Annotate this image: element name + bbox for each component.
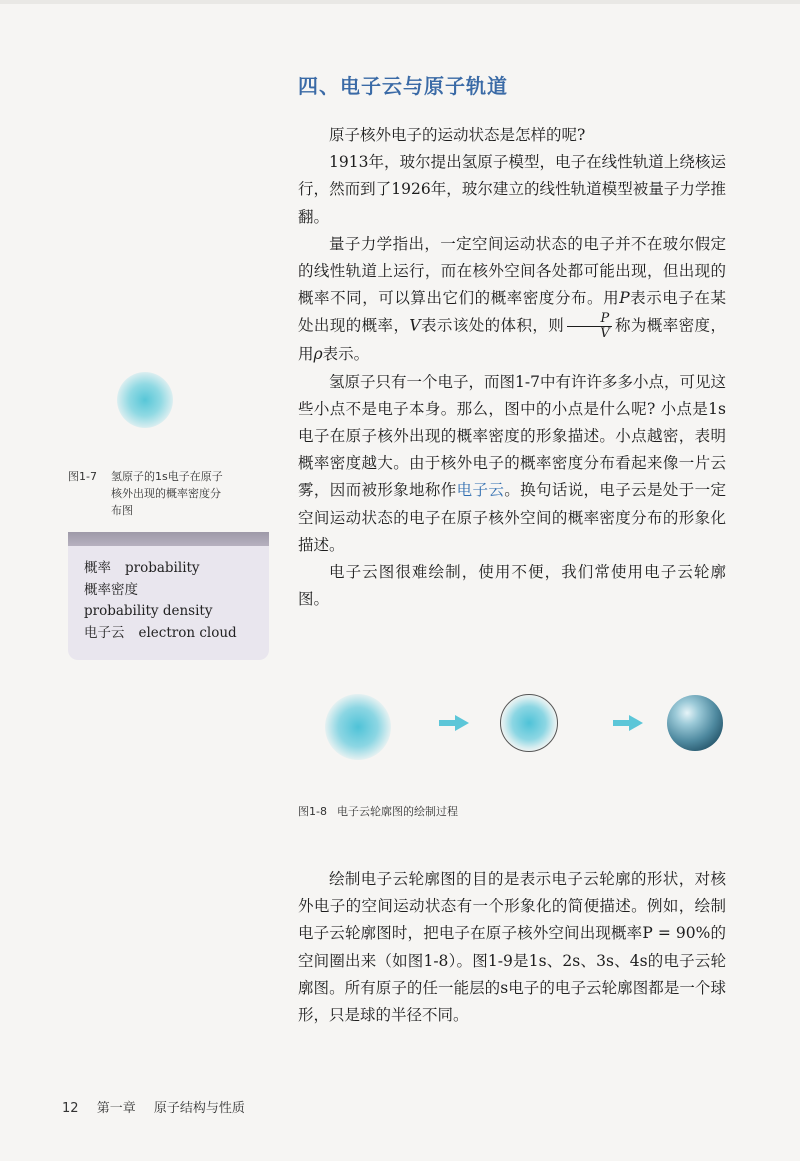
arrow-right-icon [629,715,643,731]
paragraph-6: 绘制电子云轮廓图的目的是表示电子云轮廓的形状，对核外电子的空间运动状态有一个形象化的简便描述。例如，绘制电子云轮廓图时，把电子在原子核外空间出现概率P = 90%的空间圈出来（如图1-8）。图1-9是1s、2s、3s、4s的电子云轮廓图。所有原子的任一能层的s电子的电子云轮廓图都是一个球形，只是球的半径不同。 [298,870,726,1025]
vocabulary-header-bar [68,532,269,546]
fraction-denominator: V [600,326,610,342]
chapter-title: 原子结构与性质 [153,1101,245,1116]
fig18-outlined-cloud-image [500,694,558,752]
vocab-line-4 [84,623,269,645]
vocab-line-2 [84,580,269,602]
fig17-electron-cloud-image [117,372,173,428]
paragraph-4 [298,369,726,559]
fig18-electron-cloud-image [325,694,391,760]
section-title: 四、电子云与原子轨道 [298,74,508,98]
paragraph-2: 1913年，玻尔提出氢原子模型，电子在线性轨道上绕核运行，然而到了1926年，玻尔建立的线性轨道模型被量子力学推翻。 [298,153,726,226]
page-footer [62,1097,245,1116]
chapter-label: 第一章 [96,1101,136,1116]
fraction-p-over-v [567,312,611,341]
symbol-v: V [409,316,421,335]
fraction-numerator: P [567,312,611,327]
para3-text-c: 表示该处的体积，则 [420,316,565,335]
vocab-probability-en: probability [125,560,200,576]
paragraph-5: 电子云图很难绘制，使用不便，我们常使用电子云轮廓图。 [298,563,726,609]
para3-text-e: 表示。 [322,345,370,364]
vocab-line-3 [84,601,269,623]
page-number: 12 [62,1101,79,1116]
arrow-right-icon [455,715,469,731]
vocab-density-cn: 概率密度 [84,581,138,598]
vocab-density-en: probability density [84,603,213,619]
para3-text-b: 表示电子在某处出现的概率， [298,289,726,335]
para3-text-d: 称为概率密度，用 [298,316,726,364]
paragraph-1: 原子核外电子的运动状态是怎样的呢? [329,126,586,144]
fig18-sphere-image [667,695,723,751]
vocabulary-box [68,532,269,660]
fig17-number: 图1-7 [68,470,97,483]
term-electron-cloud: 电子云 [456,481,505,500]
paragraph-3 [298,231,726,369]
para3-text-a: 量子力学指出，一定空间运动状态的电子并不在玻尔假定的线性轨道上运行，而在核外空间各处都可能出现，但出现的概率不同，可以算出它们的概率密度分布。用 [298,234,726,308]
fig17-caption: 氢原子的1s电子在原子核外出现的概率密度分布图 [111,470,223,517]
symbol-p: P [619,289,630,308]
body-text-2 [298,866,726,1029]
vocabulary-list [68,546,269,644]
page-edge [0,0,800,4]
para4-text-a: 氢原子只有一个电子，而图1-7中有许许多多小点，可见这些小点不是电子本身。那么，图中的小点是什么呢? 小点是1s电子在原子核外出现的概率密度的形象描述。小点越密，表明概率密度越大。由于核外电子的概率密度分布看起来像一片云雾，因而被形象地称作 [298,372,726,500]
para4-text-b: 。换句话说，电子云是处于一定空间运动状态的电子在原子核外空间的概率密度分布的形象化描述。 [298,481,726,554]
fig18-caption: 电子云轮廓图的绘制过程 [337,805,458,818]
body-text [298,122,726,613]
vocab-probability-cn: 概率 [84,560,111,576]
fig18-number: 图1-8 [298,805,327,818]
vocab-cloud-en: electron cloud [138,624,237,641]
symbol-rho: ρ [313,345,323,364]
vocab-line-1 [84,558,269,580]
vocab-cloud-cn: 电子云 [84,624,125,641]
